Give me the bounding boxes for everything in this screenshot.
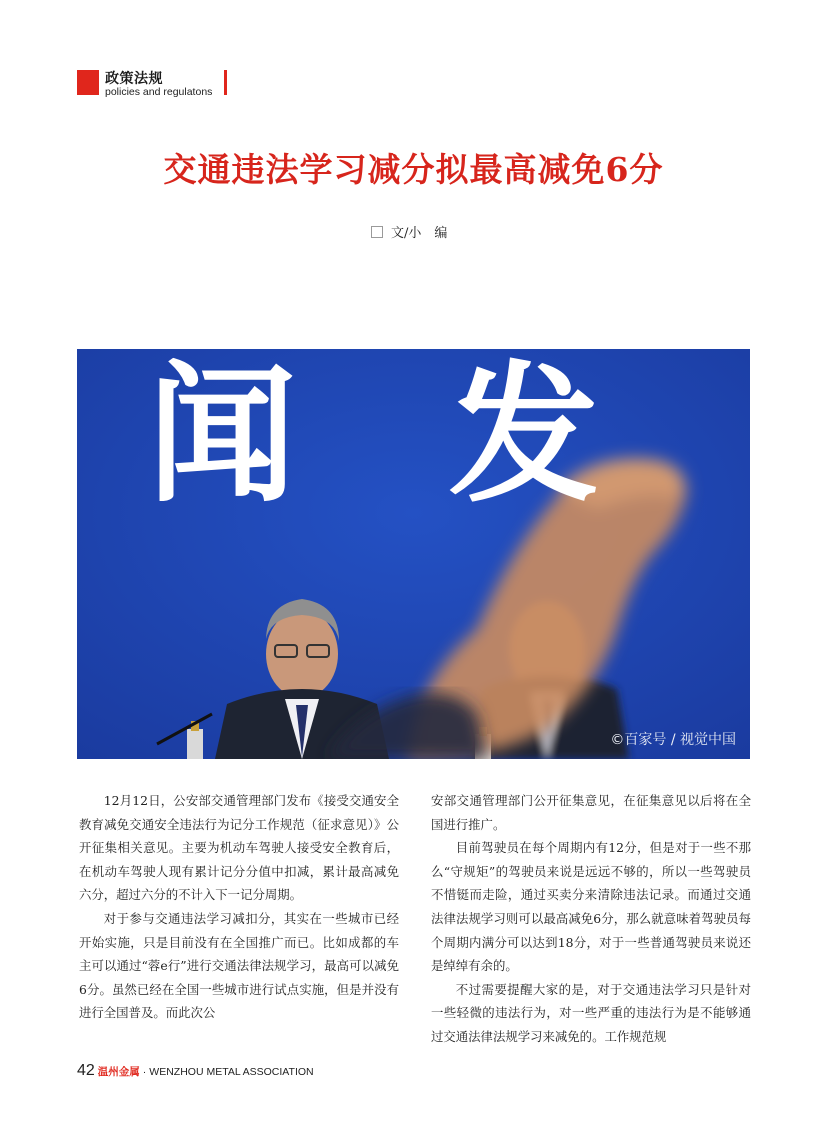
section-title: 政策法规 — [105, 71, 163, 87]
article-column-right — [431, 789, 751, 1049]
banner-char-fa: 发 — [449, 349, 600, 523]
paragraph: 12月12日，公安部交通管理部门发布《接受交通安全教育减免交通安全违法行为记分工作规范（征求意见）》公开征集相关意见。主要为机动车驾驶人接受安全教育后，在机动车驾驶人现有累计记分分值中扣减，累计最高减免六分，超过六分的不计入下一记分周期。 — [79, 793, 399, 903]
paragraph: 目前驾驶员在每个周期内有12分，但是对于一些不那么“守规矩”的驾驶员来说是远远不够的，所以一些驾驶员不惜铤而走险，通过买卖分来清除违法记录。而通过交通法律法规学习则可以最高减免6分，那么就意味着驾驶员每个周期内满分可以达到18分，对于一些普通驾驶员来说还是绰绰有余的。 — [431, 840, 751, 974]
footer-separator: · — [142, 1066, 147, 1078]
publication-name-en: WENZHOU METAL ASSOCIATION — [149, 1066, 314, 1078]
article-column-left — [79, 789, 399, 1025]
press-conference-photo — [77, 349, 750, 759]
section-divider — [224, 70, 227, 95]
publication-name-cn: 温州金属 — [97, 1066, 140, 1078]
page-number: 42 — [77, 1062, 95, 1079]
page-footer — [77, 1062, 314, 1080]
photo-credit: ©百家号 / 视觉中国 — [610, 732, 736, 748]
paragraph: 安部交通管理部门公开征集意见，在征集意见以后将在全国进行推广。 — [431, 793, 751, 832]
article-title: 交通违法学习减分拟最高减免6分 — [163, 150, 664, 189]
byline — [371, 222, 447, 241]
byline-box-icon — [371, 226, 383, 238]
banner-char-wen: 闻 — [147, 349, 298, 523]
paragraph: 不过需要提醒大家的是，对于交通违法学习只是针对一些轻微的违法行为，对一些严重的违法行为是不能够通过交通法律法规学习来减免的。工作规范规 — [431, 981, 751, 1044]
section-subtitle: policies and regulatons — [105, 86, 213, 98]
byline-text: 文/小 编 — [391, 226, 448, 241]
paragraph: 对于参与交通违法学习减扣分，其实在一些城市已经开始实施，只是目前没有在全国推广而已。比如成都的车主可以通过“蓉e行”进行交通法律法规学习，最高可以减免6分。虽然已经在全国一些城市进行试点实施，但是并没有进行全国普及。而此次公 — [79, 910, 399, 1021]
section-marker — [77, 70, 99, 95]
